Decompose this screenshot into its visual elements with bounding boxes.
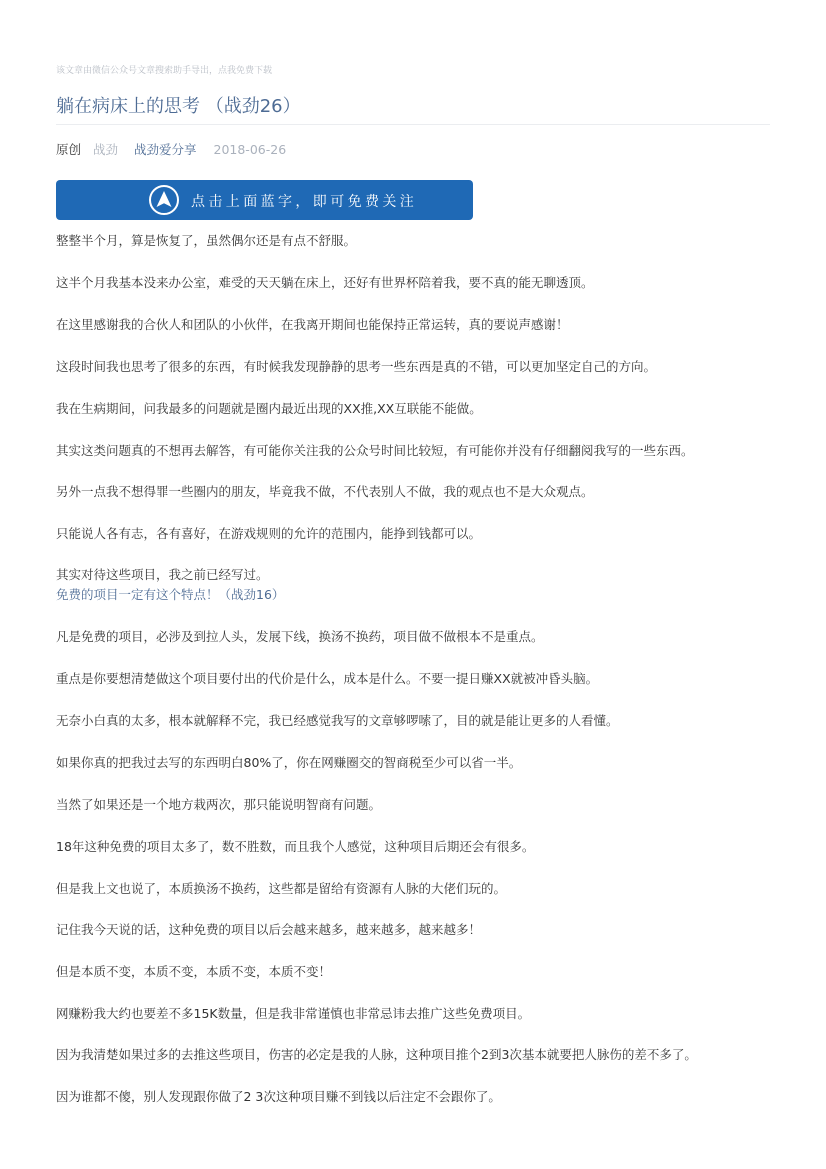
article-meta xyxy=(56,140,296,158)
arrow-up-circle-icon xyxy=(148,184,180,216)
paragraph: 整整半个月，算是恢复了，虽然偶尔还是有点不舒服。 xyxy=(56,233,357,248)
paragraph: 其实对待这些项目，我之前已经写过。 xyxy=(56,567,269,582)
paragraph: 无奈小白真的太多，根本就解释不完，我已经感觉我写的文章够啰嗦了，目的就是能让更多的人看懂。 xyxy=(56,713,619,728)
paragraph: 这段时间我也思考了很多的东西，有时候我发现静静的思考一些东西是真的不错，可以更加坚定自己的方向。 xyxy=(56,359,657,374)
paragraph: 但是本质不变，本质不变，本质不变，本质不变！ xyxy=(56,964,332,979)
paragraph: 我在生病期间，问我最多的问题就是圈内最近出现的XX推,XX互联能不能做。 xyxy=(56,401,482,416)
paragraph: 但是我上文也说了，本质换汤不换药，这些都是留给有资源有人脉的大佬们玩的。 xyxy=(56,881,507,896)
paragraph: 重点是你要想清楚做这个项目要付出的代价是什么，成本是什么。不要一提日赚XX就被冲昏头脑。 xyxy=(56,671,599,686)
original-tag: 原创 xyxy=(56,142,82,157)
follow-banner[interactable] xyxy=(56,180,473,220)
follow-banner-text: 点击上面蓝字，即可免费关注 xyxy=(191,194,418,210)
paragraph: 记住我今天说的话，这种免费的项目以后会越来越多，越来越多，越来越多！ xyxy=(56,922,482,937)
paragraph: 如果你真的把我过去写的东西明白80%了，你在网赚圈交的智商税至少可以省一半。 xyxy=(56,755,522,770)
author-name: 战劲 xyxy=(93,142,119,157)
title-divider xyxy=(56,124,770,125)
paragraph: 这半个月我基本没来办公室，难受的天天躺在床上，还好有世界杯陪着我，要不真的能无聊透顶。 xyxy=(56,275,594,290)
paragraph: 当然了如果还是一个地方栽两次，那只能说明智商有问题。 xyxy=(56,797,382,812)
paragraph: 另外一点我不想得罪一些圈内的朋友，毕竟我不做，不代表别人不做，我的观点也不是大众观点。 xyxy=(56,484,594,499)
related-article-link[interactable]: 免费的项目一定有这个特点！（战劲16） xyxy=(56,587,285,602)
paragraph: 在这里感谢我的合伙人和团队的小伙伴，在我离开期间也能保持正常运转，真的要说声感谢！ xyxy=(56,317,569,332)
paragraph: 因为谁都不傻，别人发现跟你做了2 3次这种项目赚不到钱以后注定不会跟你了。 xyxy=(56,1089,501,1104)
publish-date: 2018-06-26 xyxy=(213,142,287,157)
paragraph: 18年这种免费的项目太多了，数不胜数，而且我个人感觉，这种项目后期还会有很多。 xyxy=(56,839,535,854)
paragraph: 因为我清楚如果过多的去推这些项目，伤害的必定是我的人脉，这种项目推个2到3次基本就要把人脉伤的差不多了。 xyxy=(56,1047,697,1062)
paragraph: 其实这类问题真的不想再去解答，有可能你关注我的公众号时间比较短，有可能你并没有仔细翻阅我写的一些东西。 xyxy=(56,443,694,458)
account-link[interactable]: 战劲爱分享 xyxy=(134,142,197,157)
export-note-link[interactable]: 该文章由微信公众号文章搜索助手导出，点我免费下载 xyxy=(56,66,273,76)
paragraph: 网赚粉我大约也要差不多15K数量，但是我非常谨慎也非常忌讳去推广这些免费项目。 xyxy=(56,1006,531,1021)
paragraph: 只能说人各有志，各有喜好，在游戏规则的允许的范围内，能挣到钱都可以。 xyxy=(56,526,482,541)
paragraph: 凡是免费的项目，必涉及到拉人头，发展下线，换汤不换药，项目做不做根本不是重点。 xyxy=(56,629,544,644)
article-title: 躺在病床上的思考 （战劲26） xyxy=(56,96,301,117)
